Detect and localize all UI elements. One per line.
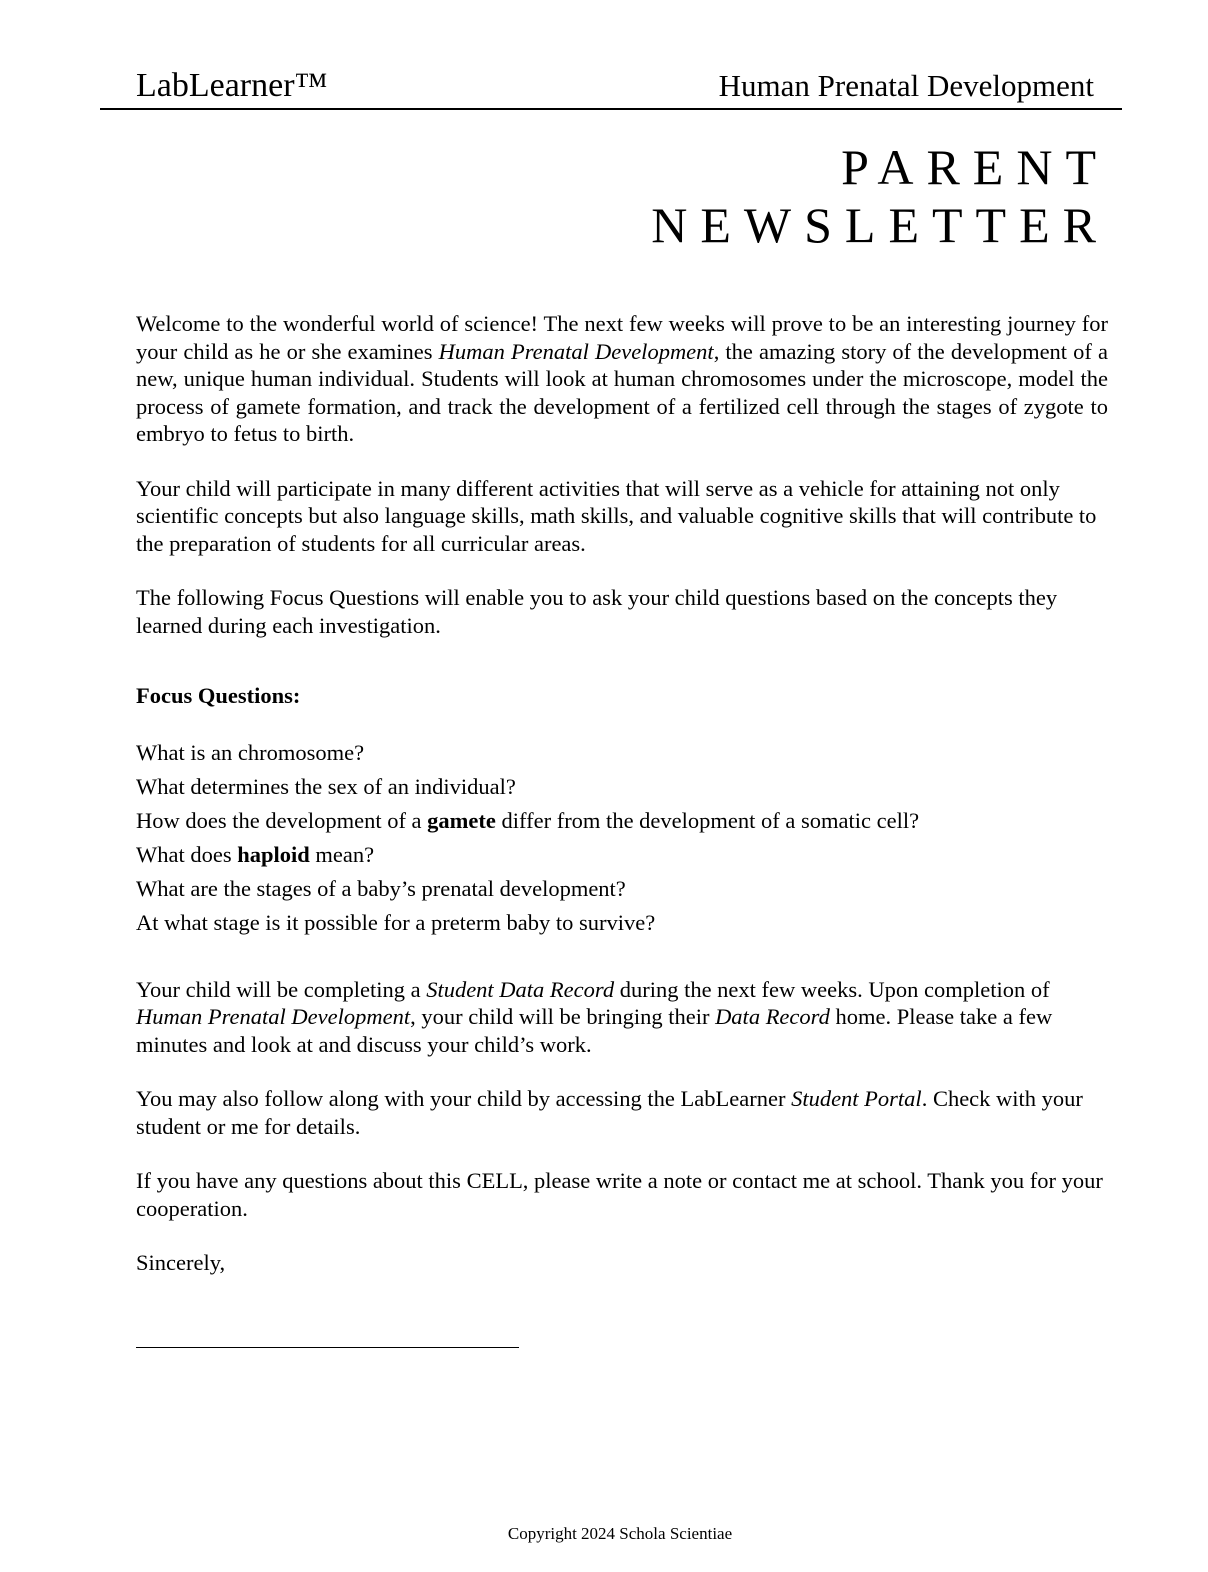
p4-text-d: home. Please take a few minutes and look at and discuss your child’s work. — [136, 1004, 1053, 1057]
newsletter-title — [651, 138, 1109, 254]
focus-question: At what stage is it possible for a preterm baby to survive? — [136, 909, 656, 935]
q3-text-a: How does the development of a — [136, 807, 428, 833]
signature-line — [136, 1347, 519, 1348]
p4-text-b: during the next few weeks. Upon completion of — [614, 976, 1050, 1002]
q4-text-a: What does — [136, 841, 238, 867]
p5-text-b: . Check with your student or me for details. — [136, 1086, 1083, 1139]
intro-text-a: Welcome to the wonderful world of science! The next few weeks will prove to be an interesting journey for your child as he or she examines — [136, 311, 1108, 364]
intro-text-b: , the amazing story of the development of a new, unique human individual. Students will look at human chromosomes under the microscope, model the process of gamete formation, and track the development of a fertilized cell through the stages of zygote to embryo to fetus to birth. — [136, 338, 1108, 446]
unit-name-italic: Human Prenatal Development — [438, 338, 714, 364]
q4-term-haploid: haploid — [237, 841, 310, 867]
p4-italic-1: Student Data Record — [426, 976, 615, 1002]
title-line-1: PARENT — [841, 139, 1109, 195]
unit-title: Human Prenatal Development — [718, 68, 1094, 103]
intro-paragraph-1 — [136, 310, 1108, 448]
closing-paragraph-1 — [136, 976, 1108, 1059]
q3-text-b: differ from the development of a somatic cell? — [495, 807, 920, 833]
page-header — [100, 66, 1122, 110]
p4-text-a: Your child will be completing a — [136, 976, 427, 1002]
p4-text-c: , your child will be bringing their — [410, 1004, 716, 1029]
focus-question — [136, 838, 1108, 872]
focus-question: What is an chromosome? — [136, 739, 365, 765]
intro-paragraph-3: The following Focus Questions will enable you to ask your child questions based on the concepts they learned during each investigation. — [136, 585, 1058, 638]
newsletter-body — [136, 310, 1108, 1304]
focus-questions-heading: Focus Questions: — [136, 683, 301, 708]
p4-italic-3: Data Record — [715, 1004, 830, 1029]
focus-question — [136, 804, 1108, 838]
p4-italic-2: Human Prenatal Development — [136, 1004, 411, 1029]
focus-question: What determines the sex of an individual? — [136, 773, 516, 799]
copyright-footer: Copyright 2024 Schola Scientiae — [507, 1524, 733, 1543]
closing-paragraph-3: If you have any questions about this CELL, please write a note or contact me at school. Thank you for your cooperation. — [136, 1168, 1103, 1221]
p5-italic: Student Portal — [791, 1086, 922, 1111]
brand-name: LabLearner™ — [136, 67, 328, 104]
closing-paragraph-2 — [136, 1085, 1108, 1140]
focus-questions-list — [136, 736, 1108, 940]
intro-paragraph-2: Your child will participate in many different activities that will serve as a vehicle for attaining not only scientific concepts but also language skills, math skills, and valuable cognitive skills that will contribute to the preparation of students for all curricular areas. — [136, 475, 1097, 556]
p5-text-a: You may also follow along with your child by accessing the LabLearner — [136, 1086, 792, 1111]
title-line-2: NEWSLETTER — [651, 197, 1109, 253]
q4-text-b: mean? — [309, 841, 375, 867]
q3-term-gamete: gamete — [427, 807, 496, 833]
signoff: Sincerely, — [136, 1250, 226, 1275]
focus-question: What are the stages of a baby’s prenatal development? — [136, 875, 626, 901]
